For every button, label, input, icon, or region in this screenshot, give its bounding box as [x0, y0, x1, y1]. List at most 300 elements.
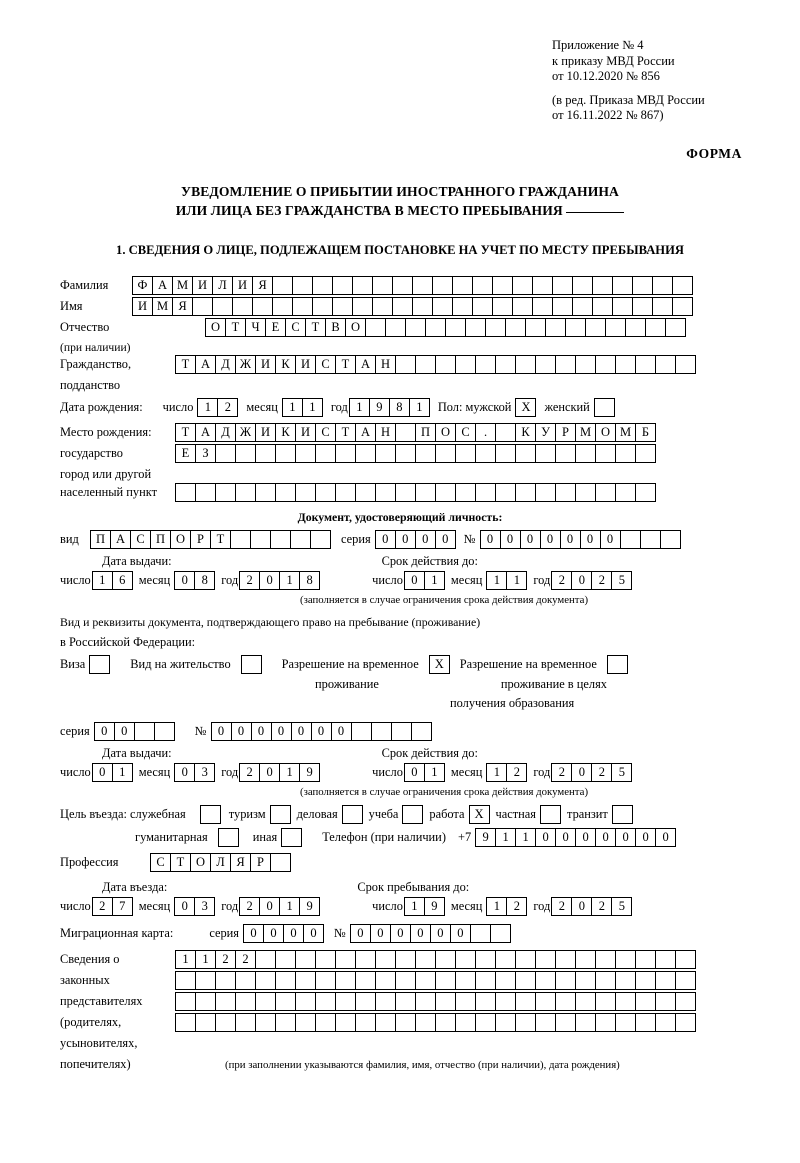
cell[interactable]: 2 [591, 571, 612, 590]
cell[interactable] [475, 483, 496, 502]
cell[interactable] [230, 530, 251, 549]
cell[interactable] [555, 444, 576, 463]
cell[interactable]: С [130, 530, 151, 549]
cell[interactable] [372, 297, 393, 316]
cell[interactable] [270, 805, 291, 824]
cell[interactable] [415, 355, 436, 374]
cell[interactable]: 0 [500, 530, 521, 549]
migration-series-input[interactable] [243, 924, 324, 943]
cell[interactable] [495, 950, 516, 969]
cell[interactable] [665, 318, 686, 337]
cell[interactable] [475, 444, 496, 463]
cell[interactable]: 0 [259, 571, 280, 590]
sex-male-checkbox[interactable] [515, 398, 536, 417]
cell[interactable] [515, 1013, 536, 1032]
cell[interactable] [640, 530, 661, 549]
cell[interactable]: 3 [194, 897, 215, 916]
cell[interactable]: Х [429, 655, 450, 674]
cell[interactable] [332, 276, 353, 295]
cell[interactable] [575, 1013, 596, 1032]
cell[interactable] [455, 1013, 476, 1032]
cell[interactable] [552, 297, 573, 316]
cell[interactable] [275, 444, 296, 463]
permit-valid-year-input[interactable] [551, 763, 632, 782]
cell[interactable]: 2 [551, 897, 572, 916]
cell[interactable] [292, 276, 313, 295]
cell[interactable] [615, 992, 636, 1011]
cell[interactable]: Е [175, 444, 196, 463]
cell[interactable] [415, 971, 436, 990]
cell[interactable] [175, 483, 196, 502]
cell[interactable]: 0 [350, 924, 371, 943]
phone-input[interactable] [475, 828, 676, 847]
cell[interactable]: 9 [424, 897, 445, 916]
cell[interactable]: 1 [302, 398, 323, 417]
birthplace-input-row2[interactable] [175, 444, 656, 463]
cell[interactable] [281, 828, 302, 847]
cell[interactable]: Х [515, 398, 536, 417]
cell[interactable] [365, 318, 386, 337]
cell[interactable]: Ч [245, 318, 266, 337]
cell[interactable] [371, 722, 392, 741]
cell[interactable] [635, 992, 656, 1011]
purpose-service-checkbox[interactable] [200, 805, 221, 824]
stay-year-input[interactable] [551, 897, 632, 916]
cell[interactable]: Т [335, 423, 356, 442]
cell[interactable] [672, 276, 693, 295]
cell[interactable]: 0 [92, 763, 113, 782]
cell[interactable] [632, 276, 653, 295]
cell[interactable] [375, 1013, 396, 1032]
patronymic-input[interactable] [205, 318, 686, 337]
cell[interactable] [495, 483, 516, 502]
cell[interactable]: 3 [194, 763, 215, 782]
cell[interactable] [535, 355, 556, 374]
cell[interactable] [375, 444, 396, 463]
cell[interactable] [505, 318, 526, 337]
cell[interactable] [455, 971, 476, 990]
cell[interactable] [625, 318, 646, 337]
cell[interactable] [490, 924, 511, 943]
cell[interactable]: У [535, 423, 556, 442]
cell[interactable]: Н [375, 355, 396, 374]
cell[interactable]: А [195, 423, 216, 442]
cell[interactable] [635, 444, 656, 463]
cell[interactable] [355, 483, 376, 502]
cell[interactable] [255, 444, 276, 463]
cell[interactable]: 1 [195, 950, 216, 969]
cell[interactable] [555, 1013, 576, 1032]
cell[interactable]: 0 [271, 722, 292, 741]
cell[interactable] [515, 950, 536, 969]
cell[interactable] [612, 297, 633, 316]
cell[interactable]: 0 [415, 530, 436, 549]
cell[interactable]: 1 [404, 897, 425, 916]
cell[interactable]: 1 [486, 763, 507, 782]
cell[interactable] [435, 355, 456, 374]
legal-input-row4[interactable] [175, 1013, 696, 1032]
cell[interactable]: Д [215, 423, 236, 442]
cell[interactable] [212, 297, 233, 316]
entry-month-input[interactable] [174, 897, 215, 916]
cell[interactable] [535, 483, 556, 502]
cell[interactable] [555, 355, 576, 374]
cell[interactable] [391, 722, 412, 741]
cell[interactable] [255, 992, 276, 1011]
cell[interactable] [660, 530, 681, 549]
cell[interactable] [250, 530, 271, 549]
cell[interactable]: 0 [571, 763, 592, 782]
cell[interactable]: О [190, 853, 211, 872]
cell[interactable]: 8 [194, 571, 215, 590]
birth-day-input[interactable] [197, 398, 238, 417]
legal-input-row1[interactable] [175, 950, 696, 969]
cell[interactable] [495, 423, 516, 442]
cell[interactable] [605, 318, 626, 337]
cell[interactable]: 0 [560, 530, 581, 549]
temp-residence-checkbox[interactable] [429, 655, 450, 674]
cell[interactable] [552, 276, 573, 295]
cell[interactable] [270, 530, 291, 549]
cell[interactable]: Ж [235, 423, 256, 442]
cell[interactable] [272, 297, 293, 316]
cell[interactable]: Ж [235, 355, 256, 374]
cell[interactable] [515, 444, 536, 463]
cell[interactable]: О [435, 423, 456, 442]
cell[interactable]: 0 [555, 828, 576, 847]
cell[interactable] [415, 950, 436, 969]
cell[interactable]: Е [265, 318, 286, 337]
cell[interactable] [475, 950, 496, 969]
cell[interactable] [615, 1013, 636, 1032]
cell[interactable] [632, 297, 653, 316]
cell[interactable]: 1 [279, 897, 300, 916]
cell[interactable] [655, 971, 676, 990]
cell[interactable]: А [355, 423, 376, 442]
cell[interactable] [235, 444, 256, 463]
cell[interactable] [615, 483, 636, 502]
birth-year-input[interactable] [349, 398, 430, 417]
cell[interactable] [655, 355, 676, 374]
cell[interactable] [290, 530, 311, 549]
cell[interactable]: 2 [92, 897, 113, 916]
cell[interactable] [235, 971, 256, 990]
cell[interactable]: О [595, 423, 616, 442]
cell[interactable]: 0 [331, 722, 352, 741]
cell[interactable]: 0 [540, 530, 561, 549]
entry-year-input[interactable] [239, 897, 320, 916]
cell[interactable] [655, 1013, 676, 1032]
cell[interactable] [175, 992, 196, 1011]
cell[interactable] [215, 971, 236, 990]
entry-day-input[interactable] [92, 897, 133, 916]
cell[interactable] [315, 971, 336, 990]
cell[interactable] [415, 483, 436, 502]
cell[interactable] [515, 355, 536, 374]
cell[interactable] [352, 276, 373, 295]
cell[interactable]: 0 [291, 722, 312, 741]
cell[interactable]: 0 [595, 828, 616, 847]
cell[interactable] [652, 276, 673, 295]
cell[interactable]: Т [175, 423, 196, 442]
cell[interactable] [595, 992, 616, 1011]
cell[interactable]: О [170, 530, 191, 549]
cell[interactable] [315, 483, 336, 502]
cell[interactable]: В [325, 318, 346, 337]
cell[interactable] [492, 276, 513, 295]
cell[interactable] [411, 722, 432, 741]
cell[interactable] [375, 992, 396, 1011]
cell[interactable] [292, 297, 313, 316]
cell[interactable] [218, 828, 239, 847]
cell[interactable]: 0 [450, 924, 471, 943]
edu-residence-checkbox[interactable] [607, 655, 628, 674]
cell[interactable] [295, 950, 316, 969]
cell[interactable] [200, 805, 221, 824]
cell[interactable] [255, 483, 276, 502]
cell[interactable]: 1 [112, 763, 133, 782]
cell[interactable]: 0 [259, 763, 280, 782]
cell[interactable]: Я [230, 853, 251, 872]
cell[interactable] [575, 444, 596, 463]
cell[interactable] [395, 992, 416, 1011]
cell[interactable]: Я [252, 276, 273, 295]
cell[interactable] [255, 950, 276, 969]
cell[interactable]: 1 [486, 897, 507, 916]
cell[interactable] [332, 297, 353, 316]
cell[interactable] [252, 297, 273, 316]
cell[interactable] [675, 1013, 696, 1032]
cell[interactable] [352, 297, 373, 316]
cell[interactable] [535, 950, 556, 969]
cell[interactable]: Б [635, 423, 656, 442]
cell[interactable]: М [152, 297, 173, 316]
cell[interactable]: З [195, 444, 216, 463]
cell[interactable]: 0 [231, 722, 252, 741]
cell[interactable]: Ф [132, 276, 153, 295]
cell[interactable]: Т [225, 318, 246, 337]
cell[interactable]: 1 [279, 763, 300, 782]
cell[interactable] [485, 318, 506, 337]
cell[interactable] [375, 950, 396, 969]
cell[interactable] [495, 444, 516, 463]
cell[interactable]: 0 [535, 828, 556, 847]
cell[interactable]: 0 [430, 924, 451, 943]
cell[interactable]: 2 [551, 571, 572, 590]
cell[interactable]: 2 [506, 763, 527, 782]
surname-input[interactable] [132, 276, 693, 295]
visa-checkbox[interactable] [89, 655, 110, 674]
cell[interactable]: 0 [303, 924, 324, 943]
cell[interactable] [475, 971, 496, 990]
cell[interactable] [595, 483, 616, 502]
cell[interactable] [235, 1013, 256, 1032]
cell[interactable] [475, 355, 496, 374]
cell[interactable] [215, 483, 236, 502]
cell[interactable]: Д [215, 355, 236, 374]
cell[interactable] [455, 950, 476, 969]
cell[interactable] [555, 971, 576, 990]
cell[interactable] [295, 971, 316, 990]
cell[interactable]: 1 [279, 571, 300, 590]
cell[interactable] [575, 483, 596, 502]
cell[interactable] [635, 1013, 656, 1032]
cell[interactable] [612, 276, 633, 295]
cell[interactable] [235, 992, 256, 1011]
cell[interactable] [635, 971, 656, 990]
cell[interactable]: Я [172, 297, 193, 316]
cell[interactable] [275, 483, 296, 502]
cell[interactable] [432, 297, 453, 316]
cell[interactable]: И [295, 355, 316, 374]
purpose-other-checkbox[interactable] [281, 828, 302, 847]
cell[interactable] [405, 318, 426, 337]
cell[interactable]: 0 [580, 530, 601, 549]
cell[interactable]: 0 [174, 897, 195, 916]
cell[interactable] [575, 950, 596, 969]
cell[interactable] [335, 971, 356, 990]
cell[interactable] [335, 1013, 356, 1032]
cell[interactable]: 9 [475, 828, 496, 847]
cell[interactable] [535, 992, 556, 1011]
cell[interactable] [532, 297, 553, 316]
cell[interactable]: Р [555, 423, 576, 442]
cell[interactable]: 0 [635, 828, 656, 847]
cell[interactable] [435, 444, 456, 463]
cell[interactable] [312, 276, 333, 295]
cell[interactable]: Х [469, 805, 490, 824]
cell[interactable] [435, 971, 456, 990]
cell[interactable]: 0 [575, 828, 596, 847]
cell[interactable] [192, 297, 213, 316]
cell[interactable]: 0 [655, 828, 676, 847]
purpose-private-checkbox[interactable] [540, 805, 561, 824]
cell[interactable] [655, 992, 676, 1011]
cell[interactable]: 2 [239, 763, 260, 782]
cell[interactable] [470, 924, 491, 943]
cell[interactable] [275, 992, 296, 1011]
sex-female-checkbox[interactable] [594, 398, 615, 417]
cell[interactable]: 2 [551, 763, 572, 782]
cell[interactable] [275, 1013, 296, 1032]
legal-input-row3[interactable] [175, 992, 696, 1011]
stay-day-input[interactable] [404, 897, 445, 916]
cell[interactable]: 1 [486, 571, 507, 590]
cell[interactable] [195, 483, 216, 502]
cell[interactable]: И [255, 423, 276, 442]
cell[interactable]: К [275, 423, 296, 442]
cell[interactable] [372, 276, 393, 295]
cell[interactable] [615, 444, 636, 463]
cell[interactable] [435, 1013, 456, 1032]
cell[interactable]: И [192, 276, 213, 295]
cell[interactable]: П [415, 423, 436, 442]
cell[interactable] [435, 992, 456, 1011]
cell[interactable]: 0 [395, 530, 416, 549]
cell[interactable] [635, 950, 656, 969]
permit-issue-year-input[interactable] [239, 763, 320, 782]
cell[interactable]: И [232, 276, 253, 295]
cell[interactable] [415, 992, 436, 1011]
cell[interactable]: 9 [369, 398, 390, 417]
cell[interactable] [395, 423, 416, 442]
cell[interactable] [615, 355, 636, 374]
cell[interactable]: 5 [611, 897, 632, 916]
cell[interactable]: О [205, 318, 226, 337]
cell[interactable] [545, 318, 566, 337]
cell[interactable]: 0 [390, 924, 411, 943]
permit-valid-month-input[interactable] [486, 763, 527, 782]
cell[interactable]: 8 [389, 398, 410, 417]
cell[interactable] [195, 992, 216, 1011]
cell[interactable]: А [355, 355, 376, 374]
cell[interactable]: 2 [215, 950, 236, 969]
cell[interactable] [412, 297, 433, 316]
legal-input-row2[interactable] [175, 971, 696, 990]
cell[interactable] [575, 971, 596, 990]
cell[interactable]: 0 [251, 722, 272, 741]
cell[interactable]: Т [335, 355, 356, 374]
cell[interactable] [594, 398, 615, 417]
cell[interactable]: 0 [259, 897, 280, 916]
iddoc-issue-year-input[interactable] [239, 571, 320, 590]
cell[interactable] [607, 655, 628, 674]
cell[interactable] [452, 297, 473, 316]
cell[interactable]: 9 [299, 763, 320, 782]
permit-issue-month-input[interactable] [174, 763, 215, 782]
cell[interactable] [495, 1013, 516, 1032]
cell[interactable]: 1 [282, 398, 303, 417]
cell[interactable] [565, 318, 586, 337]
cell[interactable] [295, 992, 316, 1011]
cell[interactable]: 1 [409, 398, 430, 417]
cell[interactable] [515, 971, 536, 990]
cell[interactable]: 0 [114, 722, 135, 741]
cell[interactable]: 1 [515, 828, 536, 847]
cell[interactable] [415, 1013, 436, 1032]
cell[interactable] [195, 1013, 216, 1032]
cell[interactable]: 0 [174, 571, 195, 590]
birthplace-input-row1[interactable] [175, 423, 656, 442]
cell[interactable] [395, 950, 416, 969]
purpose-transit-checkbox[interactable] [612, 805, 633, 824]
cell[interactable] [675, 950, 696, 969]
cell[interactable]: К [515, 423, 536, 442]
cell[interactable]: 0 [94, 722, 115, 741]
cell[interactable] [232, 297, 253, 316]
cell[interactable]: С [315, 423, 336, 442]
cell[interactable]: 0 [174, 763, 195, 782]
cell[interactable] [465, 318, 486, 337]
cell[interactable] [575, 992, 596, 1011]
cell[interactable] [415, 444, 436, 463]
cell[interactable] [270, 853, 291, 872]
cell[interactable] [315, 992, 336, 1011]
cell[interactable] [455, 444, 476, 463]
cell[interactable]: А [195, 355, 216, 374]
cell[interactable]: . [475, 423, 496, 442]
cell[interactable]: 2 [506, 897, 527, 916]
cell[interactable] [312, 297, 333, 316]
cell[interactable] [475, 992, 496, 1011]
cell[interactable] [295, 1013, 316, 1032]
cell[interactable] [585, 318, 606, 337]
cell[interactable]: 1 [506, 571, 527, 590]
cell[interactable] [402, 805, 423, 824]
cell[interactable] [335, 483, 356, 502]
cell[interactable] [435, 483, 456, 502]
purpose-tourism-checkbox[interactable] [270, 805, 291, 824]
